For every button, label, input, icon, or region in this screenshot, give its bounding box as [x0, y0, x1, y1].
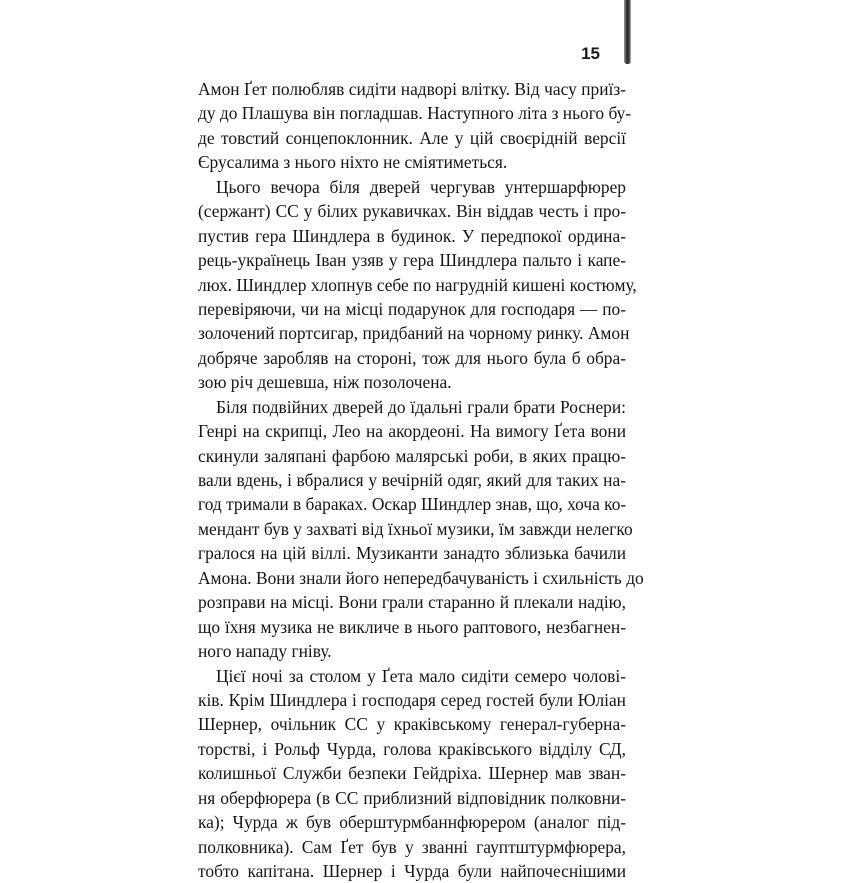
text-line: люх. Шиндлер хлопнув себе по нагрудній кишені костюму, [198, 273, 626, 297]
text-line: зою річ дешевша, ніж позолочена. [198, 370, 626, 394]
text-line: Біля подвійних дверей до їдальні грали брати Роснери: [198, 395, 626, 419]
text-line: пустив гера Шиндлера в будинок. У передпокої ордина- [198, 224, 626, 248]
text-line: ду до Плашува він погладшав. Наступного літа з нього бу- [198, 101, 626, 125]
text-line: Амон Ґет полюбляв сидіти надворі влітку. Від часу приїз- [198, 77, 626, 101]
text-line: Генрі на скрипці, Лео на акордеоні. На вимогу Ґета вони [198, 419, 626, 443]
text-line: торстві, і Рольф Чурда, голова краківського відділу СД, [198, 737, 626, 761]
text-line: гралося на цій віллі. Музиканти занадто зблизька бачили [198, 541, 626, 565]
text-line: Амона. Вони знали його непередбачуваність і схильність до [198, 566, 626, 590]
text-line: мендант був у захваті від їхньої музики, їм завжди нелегко [198, 517, 626, 541]
text-line: скинули заляпані фарбою малярські роби, в яких працю- [198, 444, 626, 468]
text-line: ня оберфюрера (в СС приблизний відповідник полковни- [198, 786, 626, 810]
text-line: полковника). Сам Ґет був у званні гауптштурмфюрера, [198, 835, 626, 859]
text-line: золочений портсигар, придбаний на чорному ринку. Амон [198, 321, 626, 345]
text-line: вали вдень, і вбралися у вечірній одяг, який для таких на- [198, 468, 626, 492]
text-line: добряче заробляв на стороні, тож для нього була б обра- [198, 346, 626, 370]
text-line: ків. Крім Шиндлера і господаря серед гостей були Юліан [198, 688, 626, 712]
text-line: год тримали в бараках. Оскар Шиндлер знав, що, хоча ко- [198, 492, 626, 516]
text-line: колишньої Служби безпеки Гейдріха. Шернер мав зван- [198, 761, 626, 785]
paragraph [198, 175, 626, 395]
text-line: розправи на місці. Вони грали старанно й плекали надію, [198, 590, 626, 614]
text-line: Єрусалима з нього ніхто не сміятиметься. [198, 150, 626, 174]
page-number: 15 [560, 44, 600, 64]
text-line: ного нападу гніву. [198, 639, 626, 663]
text-line: (сержант) СС у білих рукавичках. Він віддав честь і про- [198, 199, 626, 223]
text-line: Шернер, очільник СС у краківському генерал-губерна- [198, 712, 626, 736]
text-line: Цього вечора біля дверей чергував унтершарфюрер [198, 175, 626, 199]
text-line: перевіряючи, чи на місці подарунок для господаря — по- [198, 297, 626, 321]
paragraph [198, 664, 626, 883]
paragraph [198, 77, 626, 175]
text-line: тобто капітана. Шернер і Чурда були найпочеснішими [198, 859, 626, 883]
text-line: що їхня музика не викличе в нього раптового, незбагнен- [198, 615, 626, 639]
body-text [198, 77, 626, 883]
paragraph [198, 395, 626, 664]
page-edge-mark [624, 0, 631, 64]
text-line: де товстий сонцепоклонник. Але у цій своєрідній версії [198, 126, 626, 150]
text-line: рець-українець Іван узяв у гера Шиндлера пальто і капе- [198, 248, 626, 272]
text-line: ка); Чурда ж був оберштурмбаннфюрером (аналог під- [198, 810, 626, 834]
text-line: Цієї ночі за столом у Ґета мало сидіти семеро чолові- [198, 664, 626, 688]
